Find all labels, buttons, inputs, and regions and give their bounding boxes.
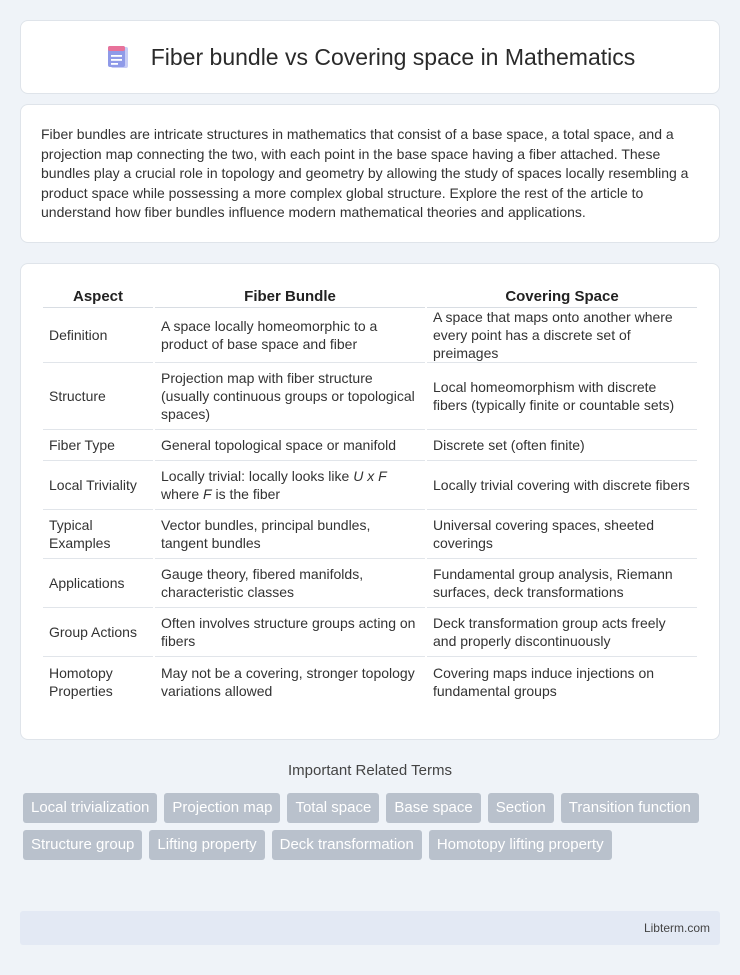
aspect-cell: Homotopy Properties bbox=[49, 664, 113, 699]
related-term-tag[interactable]: Lifting property bbox=[149, 830, 264, 860]
table-row bbox=[43, 657, 697, 706]
document-icon bbox=[105, 43, 133, 71]
related-term-tag[interactable]: Transition function bbox=[561, 793, 699, 823]
title-row bbox=[21, 21, 719, 93]
footer-site-link[interactable]: Libterm.com bbox=[643, 921, 710, 935]
related-term-tag[interactable]: Base space bbox=[386, 793, 480, 823]
table-row bbox=[43, 510, 697, 559]
aspect-cell: Fiber Type bbox=[43, 430, 153, 461]
related-terms-heading: Important Related Terms bbox=[288, 762, 452, 779]
fiber-bundle-cell: Often involves structure groups acting on fibers bbox=[155, 608, 425, 657]
related-term-tag[interactable]: Projection map bbox=[164, 793, 280, 823]
covering-space-cell: Fundamental group analysis, Riemann surfaces, deck transformations bbox=[427, 559, 697, 608]
table-header-row bbox=[43, 282, 697, 308]
fiber-bundle-cell: A space locally homeomorphic to a product of base space and fiber bbox=[155, 308, 425, 363]
aspect-cell: Applications bbox=[43, 559, 153, 608]
math-f: F bbox=[203, 486, 212, 502]
aspect-cell: Typical Examples bbox=[43, 510, 153, 559]
page-title: Fiber bundle vs Covering space in Mathematics bbox=[150, 43, 636, 70]
table-row bbox=[43, 308, 697, 363]
header-aspect: Aspect bbox=[43, 282, 153, 308]
fiber-text-pre: Locally trivial: locally looks like bbox=[161, 468, 354, 484]
covering-space-cell: Universal covering spaces, sheeted coverings bbox=[427, 510, 697, 559]
related-term-tag[interactable]: Deck transformation bbox=[272, 830, 422, 860]
intro-card bbox=[20, 104, 720, 243]
aspect-cell: Group Actions bbox=[43, 608, 153, 657]
header-fiber-bundle: Fiber Bundle bbox=[155, 282, 425, 308]
related-term-tag[interactable]: Homotopy lifting property bbox=[429, 830, 612, 860]
fiber-bundle-cell: Projection map with fiber structure (usually continuous groups or topological spaces) bbox=[155, 363, 425, 430]
related-terms-list bbox=[23, 793, 723, 860]
fiber-bundle-cell bbox=[155, 461, 425, 510]
table-row bbox=[43, 430, 697, 461]
table-row bbox=[43, 559, 697, 608]
related-term-tag[interactable]: Local trivialization bbox=[23, 793, 157, 823]
comparison-card bbox=[20, 263, 720, 740]
fiber-bundle-cell: Vector bundles, principal bundles, tangent bundles bbox=[155, 510, 425, 559]
fiber-bundle-cell: General topological space or manifold bbox=[155, 430, 425, 461]
header-covering-space: Covering Space bbox=[427, 282, 697, 308]
title-card bbox=[20, 20, 720, 94]
covering-space-cell: Locally trivial covering with discrete fibers bbox=[427, 461, 697, 510]
covering-space-cell: Covering maps induce injections on fundamental groups bbox=[433, 664, 655, 699]
related-term-tag[interactable]: Structure group bbox=[23, 830, 142, 860]
comparison-table bbox=[41, 282, 699, 706]
fiber-text-mid: where bbox=[161, 486, 204, 502]
aspect-cell: Structure bbox=[43, 363, 153, 430]
table-row bbox=[43, 461, 697, 510]
covering-space-cell: A space that maps onto another where every point has a discrete set of preimages bbox=[427, 308, 697, 363]
related-term-tag[interactable]: Section bbox=[488, 793, 554, 823]
footer bbox=[20, 911, 720, 945]
covering-space-cell: Discrete set (often finite) bbox=[427, 430, 697, 461]
fiber-bundle-cell: May not be a covering, stronger topology variations allowed bbox=[161, 664, 415, 699]
intro-paragraph: Fiber bundles are intricate structures in mathematics that consist of a base space, a total space, and a projection map connecting the two, with each point in the base space having a fiber attached. These bundles play a crucial role in topology and geometry by allowing the study of spaces locally resembling a product space while possessing a more complex global structure. Explore the rest of the article to understand how fiber bundles influence modern mathematical theories and applications. bbox=[41, 126, 689, 220]
aspect-cell: Local Triviality bbox=[43, 461, 153, 510]
fiber-text-post: is the fiber bbox=[211, 486, 281, 502]
table-row bbox=[43, 608, 697, 657]
math-u-x-f: U x F bbox=[353, 468, 387, 484]
covering-space-cell: Deck transformation group acts freely and properly discontinuously bbox=[427, 608, 697, 657]
fiber-bundle-cell: Gauge theory, fibered manifolds, characteristic classes bbox=[155, 559, 425, 608]
aspect-cell: Definition bbox=[43, 308, 153, 363]
table-row bbox=[43, 363, 697, 430]
related-term-tag[interactable]: Total space bbox=[287, 793, 379, 823]
covering-space-cell: Local homeomorphism with discrete fibers (typically finite or countable sets) bbox=[427, 363, 697, 430]
